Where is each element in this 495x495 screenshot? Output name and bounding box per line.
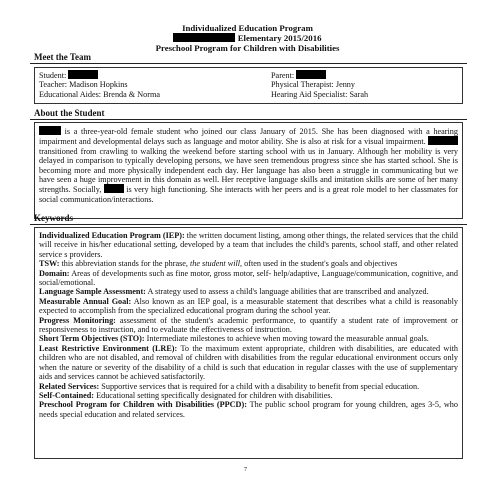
keywords-heading: Keywords	[34, 213, 73, 223]
team-row-2	[39, 80, 458, 89]
team-row-1	[39, 70, 458, 80]
keyword-item: Least Restrictive Environment (LRE): To the maximum extent appropriate, children with disabilities, are educated with children who are not disabled, and removal of children with disabilities from the regular educational environment occurs only when the nature or severity of the disability of a child is such that education in regular classes with the use of supplementary aids and services cannot be achieved satisfactorily.	[39, 343, 458, 382]
keyword-item: Short Term Objectives (STO): Intermediate milestones to achieve when moving toward the measurable annual goals.	[39, 334, 429, 344]
student-label: Student:	[39, 71, 67, 80]
team-heading: Meet the Team	[34, 52, 91, 62]
header-program: Preschool Program for Children with Disabilities	[155, 43, 340, 53]
redacted-block	[104, 184, 124, 193]
about-heading: About the Student	[34, 108, 105, 118]
redacted-block	[173, 33, 235, 42]
keyword-item: Measurable Annual Goal: Also known as an IEP goal, is a measurable statement that describes what a child is reasonably expected to accomplish from the specialized educational program during the school year.	[39, 296, 458, 316]
header-title: Individualized Education Program	[182, 23, 313, 33]
team-row-3	[39, 90, 458, 99]
keyword-item: Self-Contained: Educational setting specifically designated for children with disabilities.	[39, 390, 333, 400]
keywords-list	[35, 228, 462, 422]
aides-text: Educational Aides: Brenda & Norma	[39, 90, 160, 99]
keyword-item: Related Services: Supportive services that is required for a child with a disability to benefit from special education.	[39, 381, 420, 391]
redacted-block	[68, 70, 98, 79]
team-rule	[30, 63, 467, 64]
has-text: Hearing Aid Specialist: Sarah	[271, 90, 369, 99]
redacted-block	[39, 126, 61, 135]
keyword-item: Progress Monitoring: assessment of the student's academic performance, to quantify a student rate of improvement or responsiveness to instruction, and to evaluate the effectiveness of instruction.	[39, 315, 459, 335]
about-paragraph: is a three-year-old female student who joined our class January of 2015. She has been diagnosed with a hearing impairment and developmental delays such as language and motor ability. She is also at risk for a visual impairment. transitioned from crawling to walking the weekend before starting school with us in January. Although her mobility is very delayed in comparison to typically developing persons, we have seen tremendous progress since she has started school. She is becoming more and more physically independent each day. Her language has also been a struggle in communicating but we have seen a huge improvement in this domain as well. Her receptive language skills and imitation skills are some of her many strengths. Socially, is very high functioning. She interacts with her peers and is a great role model to her classmates for social communication/interactions.	[39, 127, 459, 204]
keyword-item: Language Sample Assessment: A strategy used to assess a child's language abilities that are transcribed and analyzed.	[39, 287, 429, 297]
header-school-year: Elementary 2015/2016	[0, 33, 495, 43]
keyword-item: Preschool Program for Children with Disabilities (PPCD): The public school program for young children, ages 3-5, who needs special education and related services.	[39, 400, 458, 419]
keywords-rule	[30, 224, 467, 225]
keyword-item: Domain: Areas of developments such as fine motor, gross motor, self- help/adaptive, Language/communication, cognitive, and social/emotional.	[39, 268, 458, 288]
keywords-box	[34, 227, 463, 459]
teacher-text: Teacher: Madison Hopkins	[39, 80, 128, 89]
parent-label: Parent:	[271, 71, 295, 80]
about-box	[34, 122, 463, 219]
keyword-item: Individualized Education Program (IEP): the written document listing, among other things, the related services that the child will receive in his/her educational setting, developed by a team that includes the child's parents, school staff, and other related service s providers.	[39, 231, 458, 259]
redacted-block	[428, 136, 458, 145]
team-box	[34, 67, 463, 104]
redacted-block	[296, 70, 326, 79]
document-header	[0, 23, 495, 53]
page-number: 7	[244, 467, 247, 473]
about-rule	[30, 119, 467, 120]
pt-text: Physical Therapist: Jenny	[271, 80, 355, 89]
keyword-item: TSW: this abbreviation stands for the phrase, the student will, often used in the student's goals and objectives	[39, 259, 398, 269]
